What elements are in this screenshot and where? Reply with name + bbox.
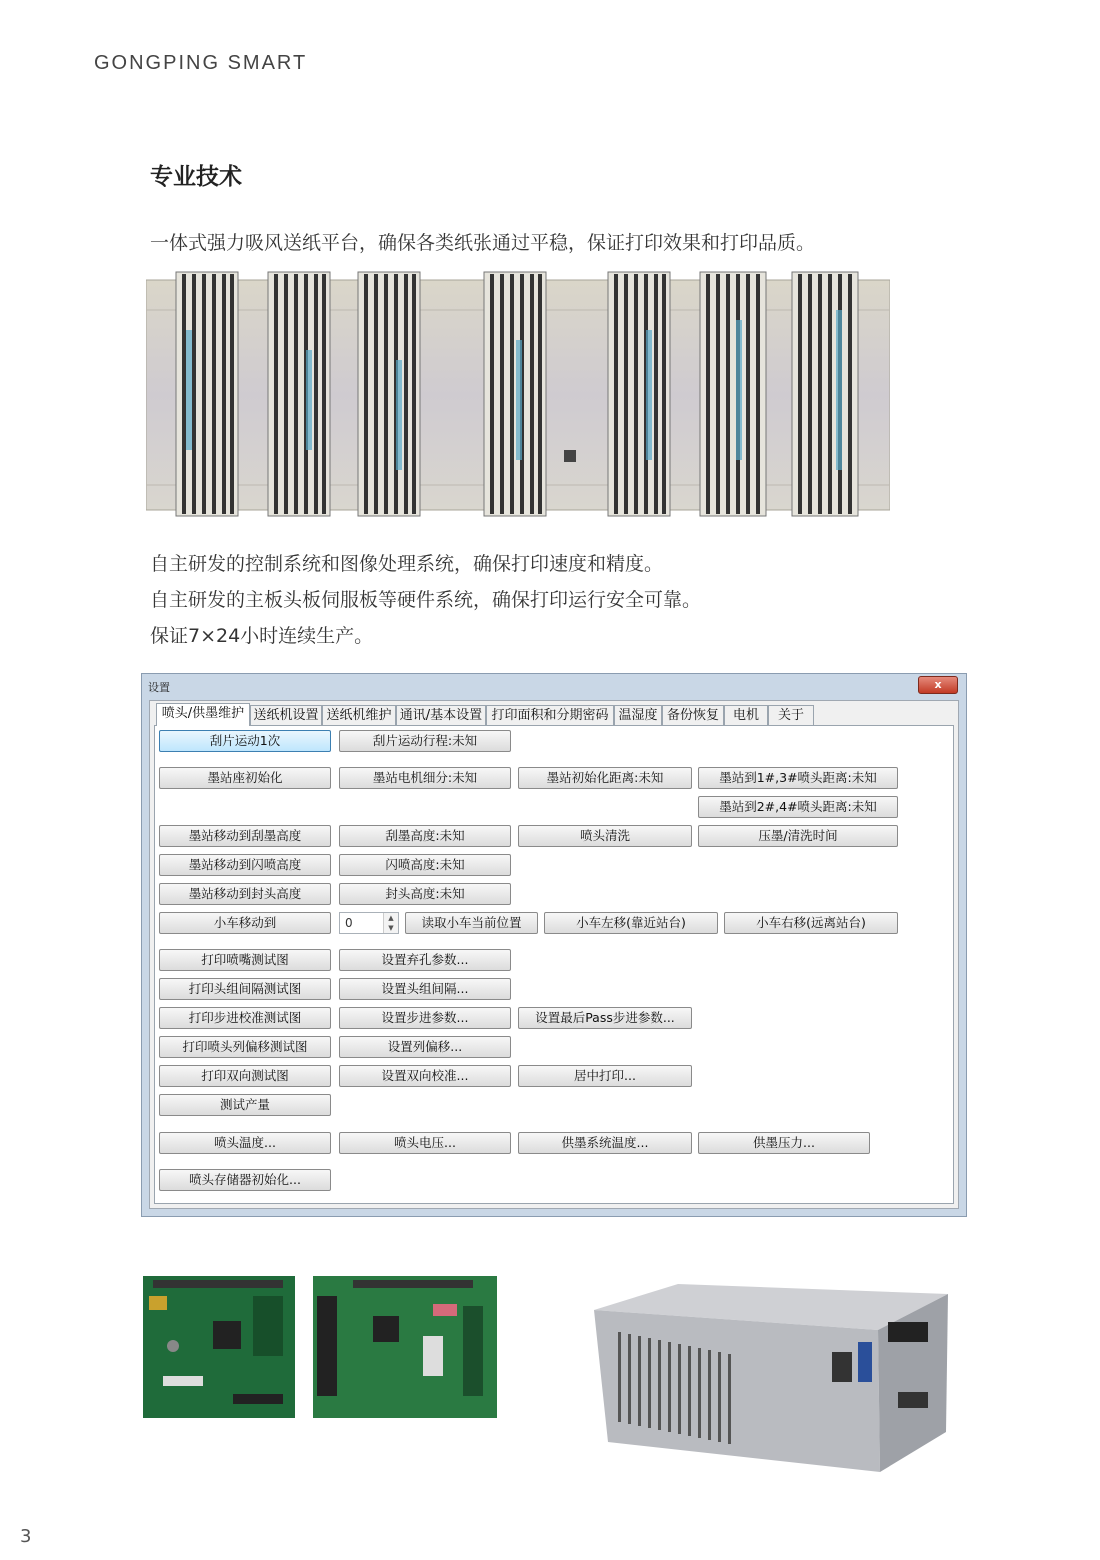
tab-comm-basic[interactable]: 通讯/基本设置 <box>396 705 486 725</box>
print-step-calibration-test-button[interactable]: 打印步进校准测试图 <box>159 1007 331 1029</box>
set-discard-nozzle-button[interactable]: 设置弃孔参数... <box>339 949 511 971</box>
brand: GONGPING SMART <box>94 52 308 74</box>
stepper-arrows-icon[interactable]: ▲ ▼ <box>383 913 398 933</box>
set-bidirectional-calibration-button[interactable]: 设置双向校准... <box>339 1065 511 1087</box>
ink-station-motor-microstep-button[interactable]: 墨站电机细分:未知 <box>339 767 511 789</box>
print-column-offset-test-button[interactable]: 打印喷头列偏移测试图 <box>159 1036 331 1058</box>
scrape-height-button[interactable]: 刮墨高度:未知 <box>339 825 511 847</box>
tab-motor[interactable]: 电机 <box>724 705 768 725</box>
ink-station-to-head24-button[interactable]: 墨站到2#,4#喷头距离:未知 <box>698 796 898 818</box>
read-carriage-position-button[interactable]: 读取小车当前位置 <box>405 912 538 934</box>
tab-panel <box>154 725 954 1204</box>
ink-station-init-distance-button[interactable]: 墨站初始化距离:未知 <box>518 767 692 789</box>
conveyor-platform-image <box>146 270 890 518</box>
window-client <box>149 700 959 1209</box>
tab-backup-restore[interactable]: 备份恢复 <box>662 705 724 725</box>
tab-temp-humidity[interactable]: 温湿度 <box>614 705 662 725</box>
nozzle-memory-init-button[interactable]: 喷头存储器初始化... <box>159 1169 331 1191</box>
wiper-move-once-button[interactable]: 刮片运动1次 <box>159 730 331 752</box>
close-button[interactable]: x <box>918 676 958 694</box>
industrial-pc-photo <box>588 1282 950 1474</box>
tab-about[interactable]: 关于 <box>768 705 814 725</box>
carriage-move-right-button[interactable]: 小车右移(远离站台) <box>724 912 898 934</box>
body-line: 自主研发的主板头板伺服板等硬件系统，确保打印运行安全可靠。 <box>150 589 702 611</box>
tab-nozzle-ink[interactable]: 喷头/供墨维护 <box>156 703 250 726</box>
intro-text: 一体式强力吸风送纸平台，确保各类纸张通过平稳，保证打印效果和打印品质。 <box>150 232 816 254</box>
stepper-value: 0 <box>345 916 353 930</box>
move-to-cap-height-button[interactable]: 墨站移动到封头高度 <box>159 883 331 905</box>
cap-height-button[interactable]: 封头高度:未知 <box>339 883 511 905</box>
body-text <box>150 546 701 654</box>
body-line: 自主研发的控制系统和图像处理系统，确保打印速度和精度。 <box>150 553 664 575</box>
page-number: 3 <box>20 1526 32 1547</box>
ink-station-to-head13-button[interactable]: 墨站到1#,3#喷头距离:未知 <box>698 767 898 789</box>
center-print-button[interactable]: 居中打印... <box>518 1065 692 1087</box>
window-title: 设置 <box>148 681 170 694</box>
headboard-photo <box>313 1276 497 1418</box>
mainboard-photo <box>143 1276 295 1418</box>
ink-system-temperature-button[interactable]: 供墨系统温度... <box>518 1132 692 1154</box>
move-to-scrape-height-button[interactable]: 墨站移动到刮墨高度 <box>159 825 331 847</box>
tab-feeder-maintenance[interactable]: 送纸机维护 <box>322 705 396 725</box>
flash-height-button[interactable]: 闪喷高度:未知 <box>339 854 511 876</box>
press-clean-time-button[interactable]: 压墨/清洗时间 <box>698 825 898 847</box>
nozzle-voltage-button[interactable]: 喷头电压... <box>339 1132 511 1154</box>
print-bidirectional-test-button[interactable]: 打印双向测试图 <box>159 1065 331 1087</box>
wiper-stroke-button[interactable]: 刮片运动行程:未知 <box>339 730 511 752</box>
print-nozzle-test-button[interactable]: 打印喷嘴测试图 <box>159 949 331 971</box>
carriage-move-left-button[interactable]: 小车左移(靠近站台) <box>544 912 718 934</box>
print-head-group-spacing-test-button[interactable]: 打印头组间隔测试图 <box>159 978 331 1000</box>
set-step-params-button[interactable]: 设置步进参数... <box>339 1007 511 1029</box>
body-line: 保证7×24小时连续生产。 <box>150 625 374 647</box>
tab-print-area-password[interactable]: 打印面积和分期密码 <box>486 705 614 725</box>
settings-window <box>141 673 967 1217</box>
set-column-offset-button[interactable]: 设置列偏移... <box>339 1036 511 1058</box>
test-output-button[interactable]: 测试产量 <box>159 1094 331 1116</box>
set-last-pass-step-button[interactable]: 设置最后Pass步进参数... <box>518 1007 692 1029</box>
tab-feeder-settings[interactable]: 送纸机设置 <box>250 705 322 725</box>
ink-station-init-button[interactable]: 墨站座初始化 <box>159 767 331 789</box>
nozzle-temperature-button[interactable]: 喷头温度... <box>159 1132 331 1154</box>
nozzle-clean-button[interactable]: 喷头清洗 <box>518 825 692 847</box>
section-title: 专业技术 <box>150 164 242 190</box>
set-head-group-spacing-button[interactable]: 设置头组间隔... <box>339 978 511 1000</box>
move-to-flash-height-button[interactable]: 墨站移动到闪喷高度 <box>159 854 331 876</box>
ink-pressure-button[interactable]: 供墨压力... <box>698 1132 870 1154</box>
carriage-move-to-button[interactable]: 小车移动到 <box>159 912 331 934</box>
carriage-position-stepper[interactable] <box>339 912 399 934</box>
